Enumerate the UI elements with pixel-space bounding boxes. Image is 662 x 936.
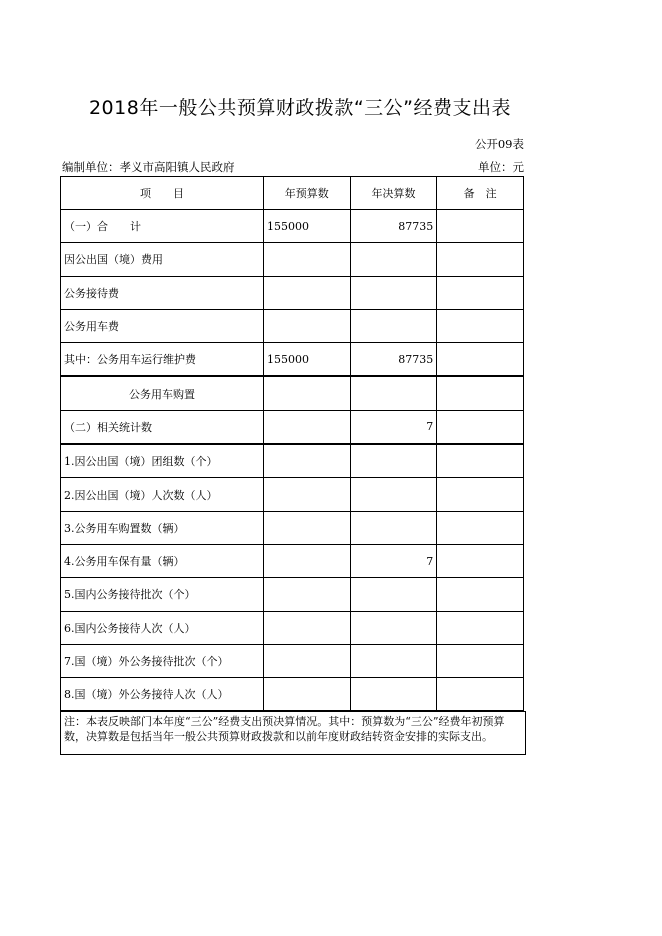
row-note	[437, 376, 524, 410]
row-item: 公务用车购置	[61, 376, 264, 410]
row-budget	[263, 243, 350, 276]
table-row	[61, 511, 524, 544]
table-row	[61, 343, 524, 377]
table-row	[61, 611, 524, 644]
table-row	[61, 544, 524, 577]
row-final: 7	[350, 544, 437, 577]
table-row	[61, 276, 524, 309]
row-note	[437, 210, 524, 243]
row-budget	[263, 578, 350, 611]
row-budget: 155000	[263, 343, 350, 377]
row-budget	[263, 444, 350, 478]
form-code: 公开09表	[474, 137, 524, 151]
row-item: 其中：公务用车运行维护费	[61, 343, 264, 377]
row-note	[437, 410, 524, 444]
row-item: 8.国（境）外公务接待人次（人）	[61, 678, 264, 711]
row-budget	[263, 611, 350, 644]
row-note	[437, 544, 524, 577]
row-note	[437, 343, 524, 377]
row-note	[437, 644, 524, 677]
table-row	[61, 376, 524, 410]
row-final	[350, 644, 437, 677]
table-row	[61, 578, 524, 611]
table-row	[61, 444, 524, 478]
table-row	[61, 678, 524, 711]
header-note: 备 注	[437, 177, 524, 210]
row-final	[350, 611, 437, 644]
row-budget	[263, 544, 350, 577]
row-item: 1.因公出国（境）团组数（个）	[61, 444, 264, 478]
row-budget	[263, 478, 350, 511]
table-row	[61, 210, 524, 243]
table-row	[61, 644, 524, 677]
row-final	[350, 276, 437, 309]
row-item: 7.国（境）外公务接待批次（个）	[61, 644, 264, 677]
row-note	[437, 678, 524, 711]
row-note	[437, 611, 524, 644]
expense-table	[60, 176, 524, 711]
row-budget	[263, 678, 350, 711]
header-final: 年决算数	[350, 177, 437, 210]
row-item: 公务接待费	[61, 276, 264, 309]
row-final	[350, 309, 437, 342]
compiling-unit: 编制单位：孝义市高阳镇人民政府	[62, 160, 235, 174]
row-final	[350, 376, 437, 410]
header-budget: 年预算数	[263, 177, 350, 210]
row-item: 2.因公出国（境）人次数（人）	[61, 478, 264, 511]
row-item: （二）相关统计数	[61, 410, 264, 444]
row-budget	[263, 410, 350, 444]
row-final	[350, 243, 437, 276]
row-note	[437, 243, 524, 276]
row-item: 公务用车费	[61, 309, 264, 342]
row-item: 4.公务用车保有量（辆）	[61, 544, 264, 577]
page-title: 2018年一般公共预算财政拨款“三公”经费支出表	[88, 97, 512, 119]
row-budget	[263, 376, 350, 410]
row-final	[350, 444, 437, 478]
row-final	[350, 678, 437, 711]
row-budget	[263, 644, 350, 677]
table-row	[61, 243, 524, 276]
header-item: 项 目	[61, 177, 264, 210]
table-footnote: 注：本表反映部门本年度“三公”经费支出预决算情况。其中：预算数为“三公”经费年初预算数，决算数是包括当年一般公共预算财政拨款和以前年度财政结转资金安排的实际支出。	[60, 711, 526, 755]
row-item: 5.国内公务接待批次（个）	[61, 578, 264, 611]
row-note	[437, 276, 524, 309]
row-note	[437, 511, 524, 544]
row-final	[350, 478, 437, 511]
row-budget	[263, 276, 350, 309]
table-header-row	[61, 177, 524, 210]
table-row	[61, 478, 524, 511]
row-final: 87735	[350, 210, 437, 243]
row-item: 6.国内公务接待人次（人）	[61, 611, 264, 644]
table-row	[61, 309, 524, 342]
row-budget	[263, 309, 350, 342]
row-final: 87735	[350, 343, 437, 377]
currency-unit: 单位：元	[478, 160, 524, 174]
row-note	[437, 578, 524, 611]
row-item: 3.公务用车购置数（辆）	[61, 511, 264, 544]
table-row	[61, 410, 524, 444]
row-note	[437, 444, 524, 478]
row-final	[350, 511, 437, 544]
row-final	[350, 578, 437, 611]
row-final: 7	[350, 410, 437, 444]
row-note	[437, 309, 524, 342]
row-budget: 155000	[263, 210, 350, 243]
row-note	[437, 478, 524, 511]
row-budget	[263, 511, 350, 544]
row-item: 因公出国（境）费用	[61, 243, 264, 276]
row-item: （一）合 计	[61, 210, 264, 243]
